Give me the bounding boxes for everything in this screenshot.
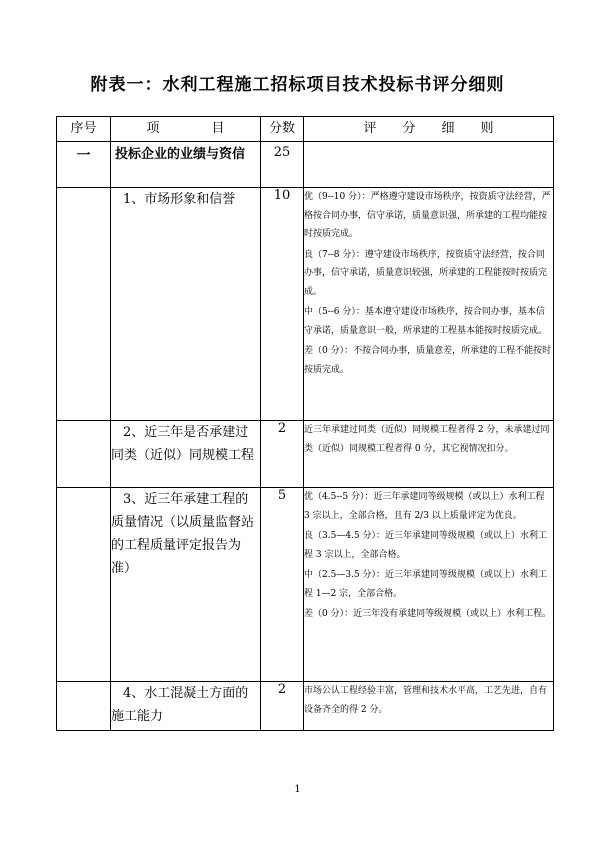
detail-line: 市场公认工程经验丰富，管理和技术水平高，工艺先进，自有设备齐全的得 2 分。: [304, 686, 548, 715]
table-row: [57, 188, 554, 421]
section-row: [57, 142, 554, 188]
item-score: 5: [261, 488, 304, 682]
item-score: 10: [261, 188, 304, 421]
detail-line: 中（2.5—3.5 分）：近三年承建同等级规模（或以上）水利工程 1—2 宗，全部合格。: [304, 570, 547, 599]
item-score: 2: [261, 682, 304, 731]
page-title: 附表一：水利工程施工招标项目技术投标书评分细则: [90, 75, 505, 95]
row-num-empty: [57, 421, 111, 488]
detail-line: 差（0 分）：不按合同办事，质量意差，所承建的工程不能按时按质完成。: [304, 346, 552, 375]
item-name: 2、近三年是否承建过同类（近似）同规模工程: [111, 421, 261, 488]
section-score: 25: [261, 142, 304, 188]
item-name: 1、市场形象和信誉: [111, 188, 261, 421]
header-detail: 评 分 细 则: [304, 117, 554, 142]
item-score: 2: [261, 421, 304, 488]
row-num-empty: [57, 682, 111, 731]
detail-line: 优（4.5--5 分）：近三年承建同等级规模（或以上）水利工程 3 宗以上，全部合格，且有 2/3 以上质量评定为优良。: [304, 492, 545, 521]
header-item: 项 目: [111, 117, 261, 142]
table-row: [57, 421, 554, 488]
item-name: 3、近三年承建工程的质量情况（以质量监督站的工程质量评定报告为准）: [111, 488, 261, 682]
item-detail: [304, 682, 554, 731]
detail-line: 优（9--10 分）：严格遵守建设市场秩序，按资质守法经营，严格按合同办事，信守承诺，质量意识强，所承建的工程均能按时按质完成。: [304, 192, 551, 239]
scoring-table: [56, 116, 554, 731]
detail-line: 良（3.5—4.5 分）：近三年承建同等级规模（或以上）水利工程 3 宗以上，全部合格。: [304, 531, 547, 560]
item-detail: [304, 188, 554, 421]
item-name: 4、水工混凝土方面的施工能力: [111, 682, 261, 731]
section-detail-empty: [304, 142, 554, 188]
detail-line: 中（5--6 分）：基本遵守建设市场秩序，按合同办事，基本信守承诺，质量意识一般，所承建的工程基本能按时按质完成。: [304, 307, 548, 336]
section-num: 一: [57, 142, 111, 188]
table-row: [57, 682, 554, 731]
section-name: 投标企业的业绩与资信: [111, 142, 261, 188]
detail-line: 良（7--8 分）：遵守建设市场秩序，按资质守法经营，按合同办事，信守承诺，质量意识较强，所承建的工程能按时按质完成。: [304, 249, 548, 297]
item-detail: [304, 421, 554, 488]
detail-line: 差（0 分）：近三年没有承建同等级规模（或以上）水利工程。: [304, 609, 552, 619]
page-number: 1: [294, 784, 301, 795]
table-row: [57, 488, 554, 682]
row-num-empty: [57, 488, 111, 682]
header-score: 分数: [261, 117, 304, 142]
row-num-empty: [57, 188, 111, 421]
item-detail: [304, 488, 554, 682]
header-num: 序号: [57, 117, 111, 142]
table-header-row: [57, 117, 554, 142]
detail-line: 近三年承建过同类（近似）同规模工程者得 2 分，未承建过同类（近似）同规模工程者得 0 分，其它视情况扣分。: [304, 425, 550, 454]
